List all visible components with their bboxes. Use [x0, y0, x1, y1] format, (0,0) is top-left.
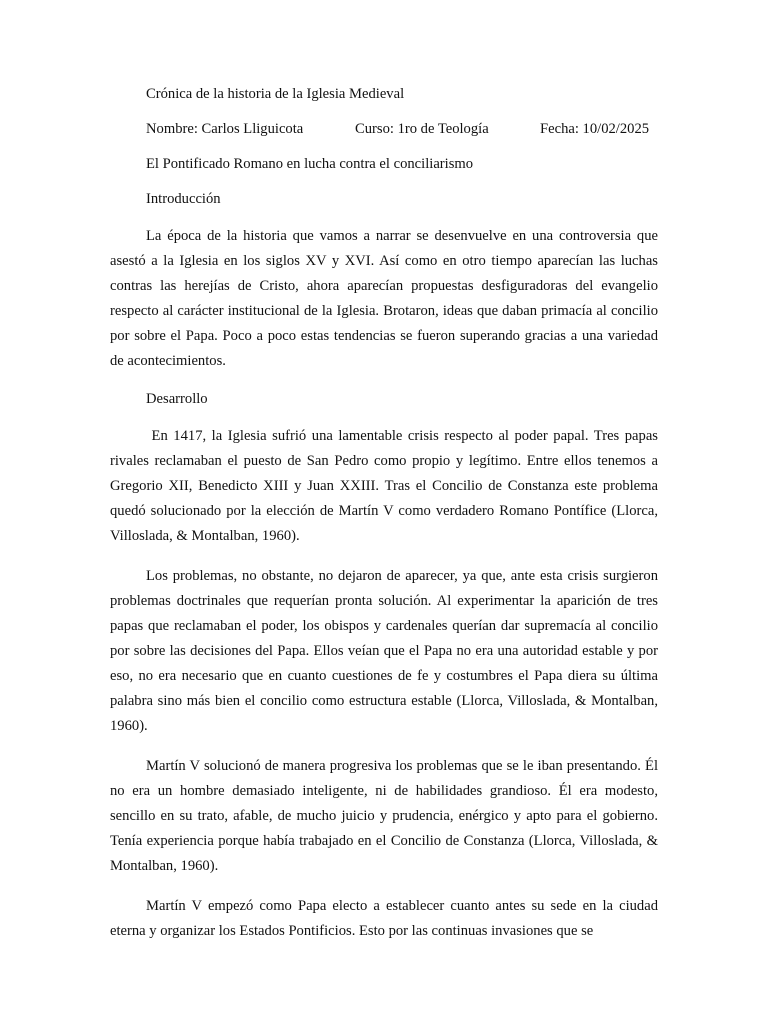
document-date: Fecha: 10/02/2025	[540, 121, 650, 137]
section-heading-intro: Introducción	[146, 191, 221, 207]
body-paragraph: Martín V solucionó de manera progresiva los problemas que se le iban presentando. Él no era un hombre demasiado inteligente, ni de habilidades grandioso. Él era modesto, sencillo en su trato, afable, de mucho juicio y prudencia, enérgico y apto para el gobierno. Tenía experiencia porque había trabajado en el Concilio de Constanza (Llorca, Villoslada, & Montalban, 1960).	[110, 758, 658, 874]
document-subtitle: El Pontificado Romano en lucha contra el conciliarismo	[146, 156, 474, 172]
document-body	[110, 84, 662, 959]
body-paragraph: Los problemas, no obstante, no dejaron de aparecer, ya que, ante esta crisis surgieron problemas doctrinales que requerían pronta solución. Al experimentar la aparición de tres papas que reclamaban el poder, los obispos y cardenales querían dar supremacía al concilio por sobre las decisiones del Papa. Ellos veían que el Papa no era una autoridad estable y por eso, no era necesario que en cuanto cuestiones de fe y costumbres el Papa diera su última palabra sino más bien el concilio como estructura estable (Llorca, Villoslada, & Montalban, 1960).	[110, 568, 658, 734]
document-title: Crónica de la historia de la Iglesia Medieval	[146, 86, 405, 102]
body-paragraph: En 1417, la Iglesia sufrió una lamentable crisis respecto al poder papal. Tres papas rivales reclamaban el puesto de San Pedro como propio y legítimo. Entre ellos tenemos a Gregorio XII, Benedicto XIII y Juan XXIII. Tras el Concilio de Constanza este problema quedó solucionado por la elección de Martín V como verdadero Romano Pontífice (Llorca, Villoslada, & Montalban, 1960).	[110, 428, 662, 544]
intro-paragraph: La época de la historia que vamos a narrar se desenvuelve en una controversia que asestó a la Iglesia en los siglos XV y XVI. Así como en otro tiempo aparecían las luchas contras las herejías de Cristo, ahora aparecían propuestas desfiguradoras del evangelio respecto al carácter institucional de la Iglesia. Brotaron, ideas que daban primacía al concilio por sobre el Papa. Poco a poco estas tendencias se fueron superando gracias a una variedad de acontecimientos.	[110, 228, 658, 369]
body-paragraph: Martín V empezó como Papa electo a establecer cuanto antes su sede en la ciudad eterna y organizar los Estados Pontificios. Esto por las continuas invasiones que se	[110, 898, 658, 939]
student-name: Nombre: Carlos Lliguicota	[146, 121, 304, 137]
section-heading-development: Desarrollo	[146, 391, 208, 407]
header-info	[146, 119, 658, 139]
course-name: Curso: 1ro de Teología	[355, 121, 489, 137]
